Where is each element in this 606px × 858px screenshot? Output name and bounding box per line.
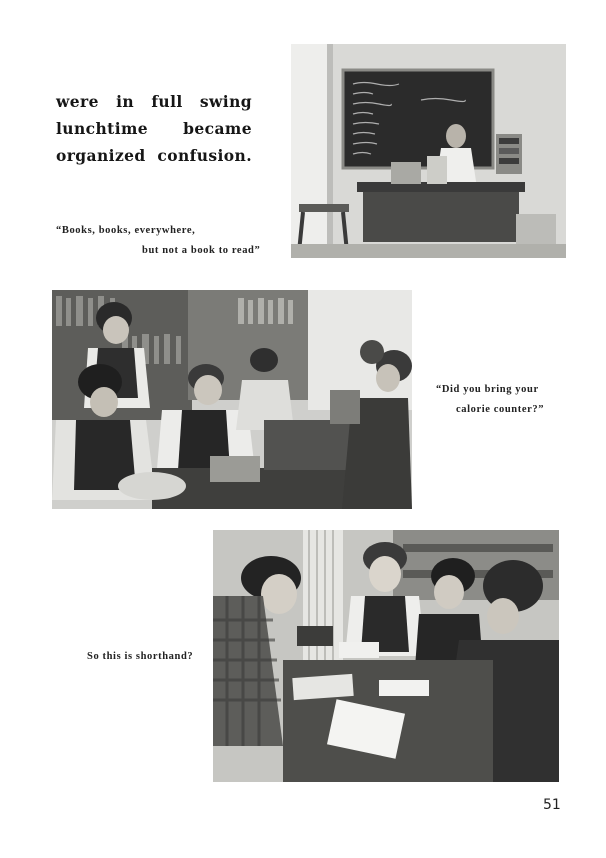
intro-text [56,88,252,169]
caption-shorthand: So this is shorthand? [87,651,194,662]
photo-lunch-table [52,290,412,509]
photo-icon [213,530,559,782]
photo-shorthand-class [213,530,559,782]
intro-line: lunchtime became [56,119,252,138]
photo-icon [52,290,412,509]
intro-line: were in full swing [56,92,252,111]
caption-calorie [436,380,544,420]
intro-line: organized confusion. [56,146,252,165]
photo-library-desk [291,44,566,258]
caption-line: “Did you bring your [436,384,539,395]
caption-books [56,225,260,256]
caption-line: but not a book to read” [142,245,261,256]
caption-line: calorie counter?” [456,404,545,415]
caption-line: “Books, books, everywhere, [56,225,196,236]
page-number: 51 [543,797,561,813]
photo-icon [291,44,566,258]
